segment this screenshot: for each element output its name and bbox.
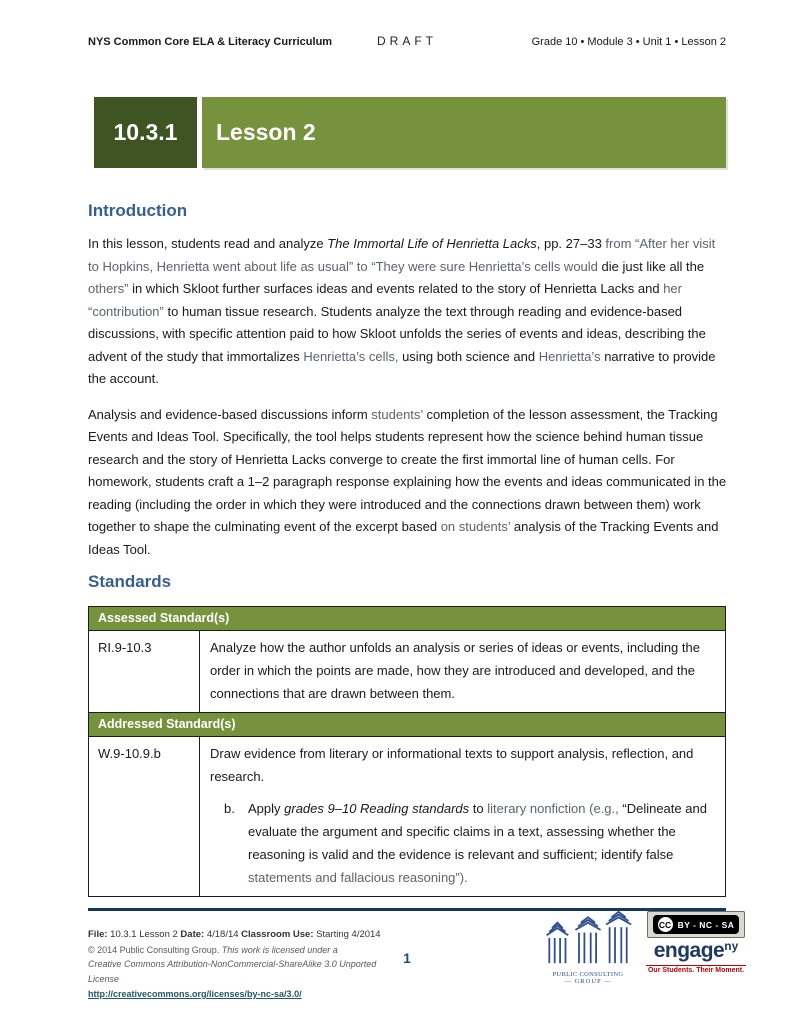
standard-description-cell [200, 737, 726, 897]
subitem-marker: b. [224, 801, 235, 816]
file-info-line: File: 10.3.1 Lesson 2 Date: 4/18/14 Classroom Use: Starting 4/2014 [88, 929, 381, 940]
header-lesson-breadcrumb: Grade 10 • Module 3 • Unit 1 • Lesson 2 [531, 36, 726, 48]
cc-pill [653, 915, 740, 934]
standard-subitem [210, 797, 713, 889]
license-and-engageny-logos [646, 911, 746, 974]
document-header [88, 34, 726, 48]
subitem-text: Apply grades 9–10 Reading standards to literary nonfiction (e.g., “Delineate and evaluate the argument and specific claims in a text, assessing whether the reasoning is valid and the evidence is relevant and sufficient; identify false statements and fallacious reasoning”). [248, 801, 707, 885]
assessed-standards-header: Assessed Standard(s) [89, 607, 726, 631]
pcg-logo-subtext: — GROUP — [564, 978, 612, 985]
pcg-logo-text: PUBLIC CONSULTING [552, 971, 624, 978]
standards-heading: Standards [88, 572, 172, 591]
assessed-standard-row [89, 631, 726, 713]
intro-paragraph-1: In this lesson, students read and analyze The Immortal Life of Henrietta Lacks, pp. 27–33 from “After her visit to Hopkins, Henrietta went about life as usual” to “They were sure Henrietta’s cells would die just like all the others” in which Skloot further surfaces ideas and events related to the story of Henrietta Lacks and her “contribution” to human tissue research. Students analyze the text through reading and evidence-based discussions, with specific attention paid to how Skloot unfolds the series of events and ideas, describing the advent of the study that immortalizes Henrietta’s cells, using both science and Henrietta’s narrative to provide the account. [88, 236, 716, 386]
engage-ny-logo [646, 940, 746, 964]
header-curriculum-title: NYS Common Core ELA & Literacy Curriculum [88, 36, 333, 48]
standard-description-cell [200, 631, 726, 713]
addressed-standard-row [89, 737, 726, 897]
standard-code-cell: RI.9-10.3 [89, 631, 200, 713]
license-link[interactable]: http://creativecommons.org/licenses/by-nc-sa/3.0/ [88, 989, 302, 999]
addressed-standards-header-row [89, 713, 726, 737]
standard-description-text: Draw evidence from literary or informational texts to support analysis, reflection, and research. [210, 746, 694, 784]
page-number: 1 [403, 950, 411, 966]
introduction-section [88, 233, 728, 574]
copyright-line: © 2014 Public Consulting Group. This work is licensed under a [88, 944, 338, 955]
lesson-title-bar: Lesson 2 [202, 97, 726, 168]
public-consulting-group-logo [540, 911, 636, 985]
cc-license-label: BY - NC - SA [677, 919, 735, 930]
standards-table [88, 606, 726, 897]
assessed-standards-header-row [89, 607, 726, 631]
intro-paragraph-2: Analysis and evidence-based discussions inform students’ completion of the lesson assessment, the Tracking Events and Ideas Tool. Specifically, the tool helps students represent how the science behind human tissue research and the story of Henrietta Lacks converge to create the first immortal line of human cells. For homework, students craft a 1–2 paragraph response explaining how the events and ideas communicated in the reading (including the order in which they were introduced and the connections drawn between them) work together to shape the culminating event of the excerpt based on students’ analysis of the Tracking Events and Ideas Tool. [88, 406, 727, 557]
header-draft-label: DRAFT [377, 34, 437, 48]
addressed-standards-header: Addressed Standard(s) [89, 713, 726, 737]
lesson-code-box: 10.3.1 [94, 97, 197, 168]
standard-description-text: Analyze how the author unfolds an analysis or series of ideas or events, including the order in which the points are made, how they are introduced and developed, and the connections that are drawn between them. [210, 640, 700, 701]
standard-code-cell: W.9-10.9.b [89, 737, 200, 897]
introduction-heading: Introduction [88, 201, 188, 220]
cc-license-badge [647, 911, 746, 938]
engage-tagline: Our Students. Their Moment. [647, 967, 745, 974]
lesson-banner [94, 97, 726, 168]
license-line: Creative Commons Attribution-NonCommercial-ShareAlike 3.0 Unported License [88, 959, 377, 984]
pcg-buildings-icon [544, 911, 632, 965]
engage-wordmark: engage [653, 939, 725, 962]
cc-icon: CC [658, 917, 673, 932]
engage-ny-superscript: ny [724, 939, 739, 953]
footer-logos [540, 911, 746, 985]
